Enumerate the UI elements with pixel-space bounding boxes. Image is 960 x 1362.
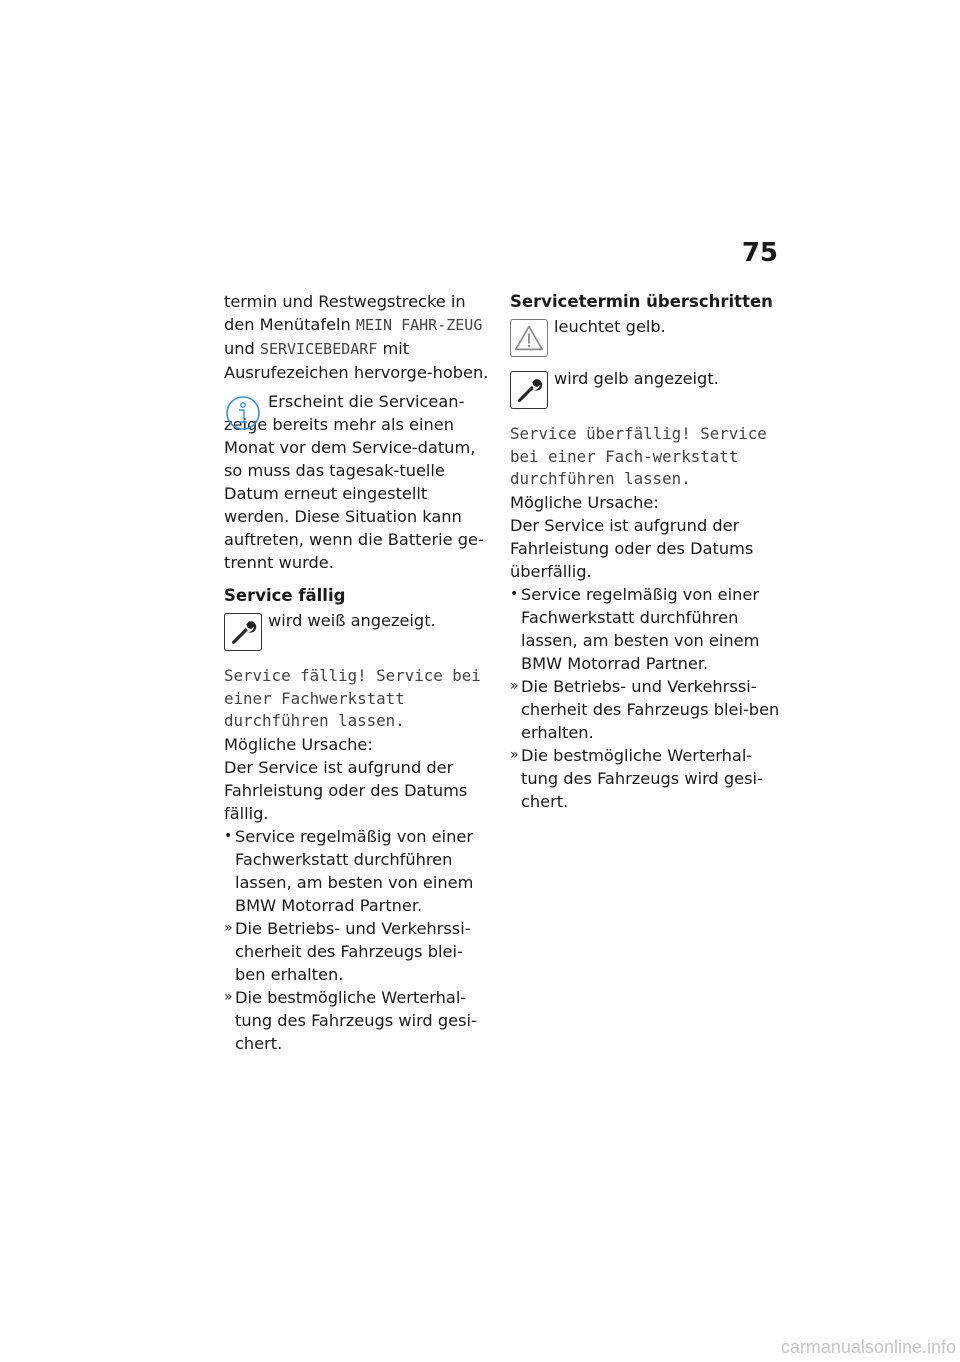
wrench-icon <box>224 613 262 651</box>
info-text: Erscheint die Servicean-zeige bereits mehr als einen Monat vor dem Service-datum, so muss das tagesak-tuelle Datum erneut eingestellt werden. Diese Situation kann auftreten, wenn die Batterie ge-trennt wurde. <box>224 392 484 572</box>
action-list <box>224 825 492 1055</box>
info-note <box>224 390 492 574</box>
list-item-text: Service regelmäßig von einer Fachwerkstatt durchführen lassen, am besten von einem BMW Motorrad Partner. <box>235 826 474 915</box>
wrench-icon <box>510 371 548 409</box>
bullet-marker: • <box>510 585 519 602</box>
warning-row <box>510 315 780 361</box>
list-item <box>224 825 492 917</box>
list-item-text: Service regelmäßig von einer Fachwerkstatt durchführen lassen, am besten von einem BMW Motorrad Partner. <box>521 584 760 673</box>
action-list <box>510 583 780 813</box>
page-number: 75 <box>741 238 778 268</box>
bullet-marker: • <box>224 827 233 844</box>
list-item <box>510 744 780 813</box>
watermark: carmanualsonline.info <box>780 1337 956 1357</box>
cause-text: Der Service ist aufgrund der Fahrleistung oder des Datums fällig. <box>224 757 468 823</box>
warning-triangle-icon <box>510 319 548 357</box>
info-icon <box>224 394 262 432</box>
heading-service-faellig: Service fällig <box>224 586 346 605</box>
intro-text-1: termin und Restwegstrecke in den Menütafeln <box>224 292 466 334</box>
message-service-faellig: Service fällig! Service bei einer Fachwerkstatt durchführen lassen. <box>224 666 481 730</box>
wrench-white-row <box>224 609 492 655</box>
left-column <box>224 290 492 1055</box>
list-item <box>510 675 780 744</box>
arrow-marker: » <box>224 988 233 1005</box>
menu-servicebedarf: SERVICEBEDARF <box>259 340 378 358</box>
wrench-yellow-text: wird gelb angezeigt. <box>554 369 719 388</box>
list-item-text: Die bestmögliche Werterhal-tung des Fahrzeugs wird gesi-chert. <box>235 987 477 1053</box>
intro-text-2: mit Ausrufezeichen hervorge-hoben. <box>224 339 489 382</box>
arrow-marker: » <box>510 746 519 763</box>
list-item <box>224 986 492 1055</box>
list-item <box>510 583 780 675</box>
right-column <box>510 290 780 813</box>
list-item <box>224 917 492 986</box>
cause-label: Mögliche Ursache: <box>224 734 373 754</box>
message-service-ueberfaellig: Service überfällig! Service bei einer Fach-werkstatt durchführen lassen. <box>510 424 767 488</box>
intro-und: und <box>224 339 260 358</box>
list-item-text: Die bestmögliche Werterhal-tung des Fahrzeugs wird gesi-chert. <box>521 745 763 811</box>
warning-text: leuchtet gelb. <box>554 317 666 336</box>
cause-text: Der Service ist aufgrund der Fahrleistung oder des Datums überfällig. <box>510 515 754 581</box>
wrench-white-text: wird weiß angezeigt. <box>268 611 436 630</box>
list-item-text: Die Betriebs- und Verkehrssi-cherheit des Fahrzeugs blei-ben erhalten. <box>235 918 471 984</box>
intro-paragraph <box>224 290 492 384</box>
list-item-text: Die Betriebs- und Verkehrssi-cherheit des Fahrzeugs blei-ben erhalten. <box>521 676 780 742</box>
arrow-marker: » <box>510 677 519 694</box>
menu-mein-fahrzeug: MEIN FAHR-ZEUG <box>355 316 483 334</box>
arrow-marker: » <box>224 919 233 936</box>
heading-servicetermin-ueberschritten: Servicetermin überschritten <box>510 292 773 311</box>
wrench-yellow-row <box>510 367 780 413</box>
cause-label: Mögliche Ursache: <box>510 492 659 512</box>
